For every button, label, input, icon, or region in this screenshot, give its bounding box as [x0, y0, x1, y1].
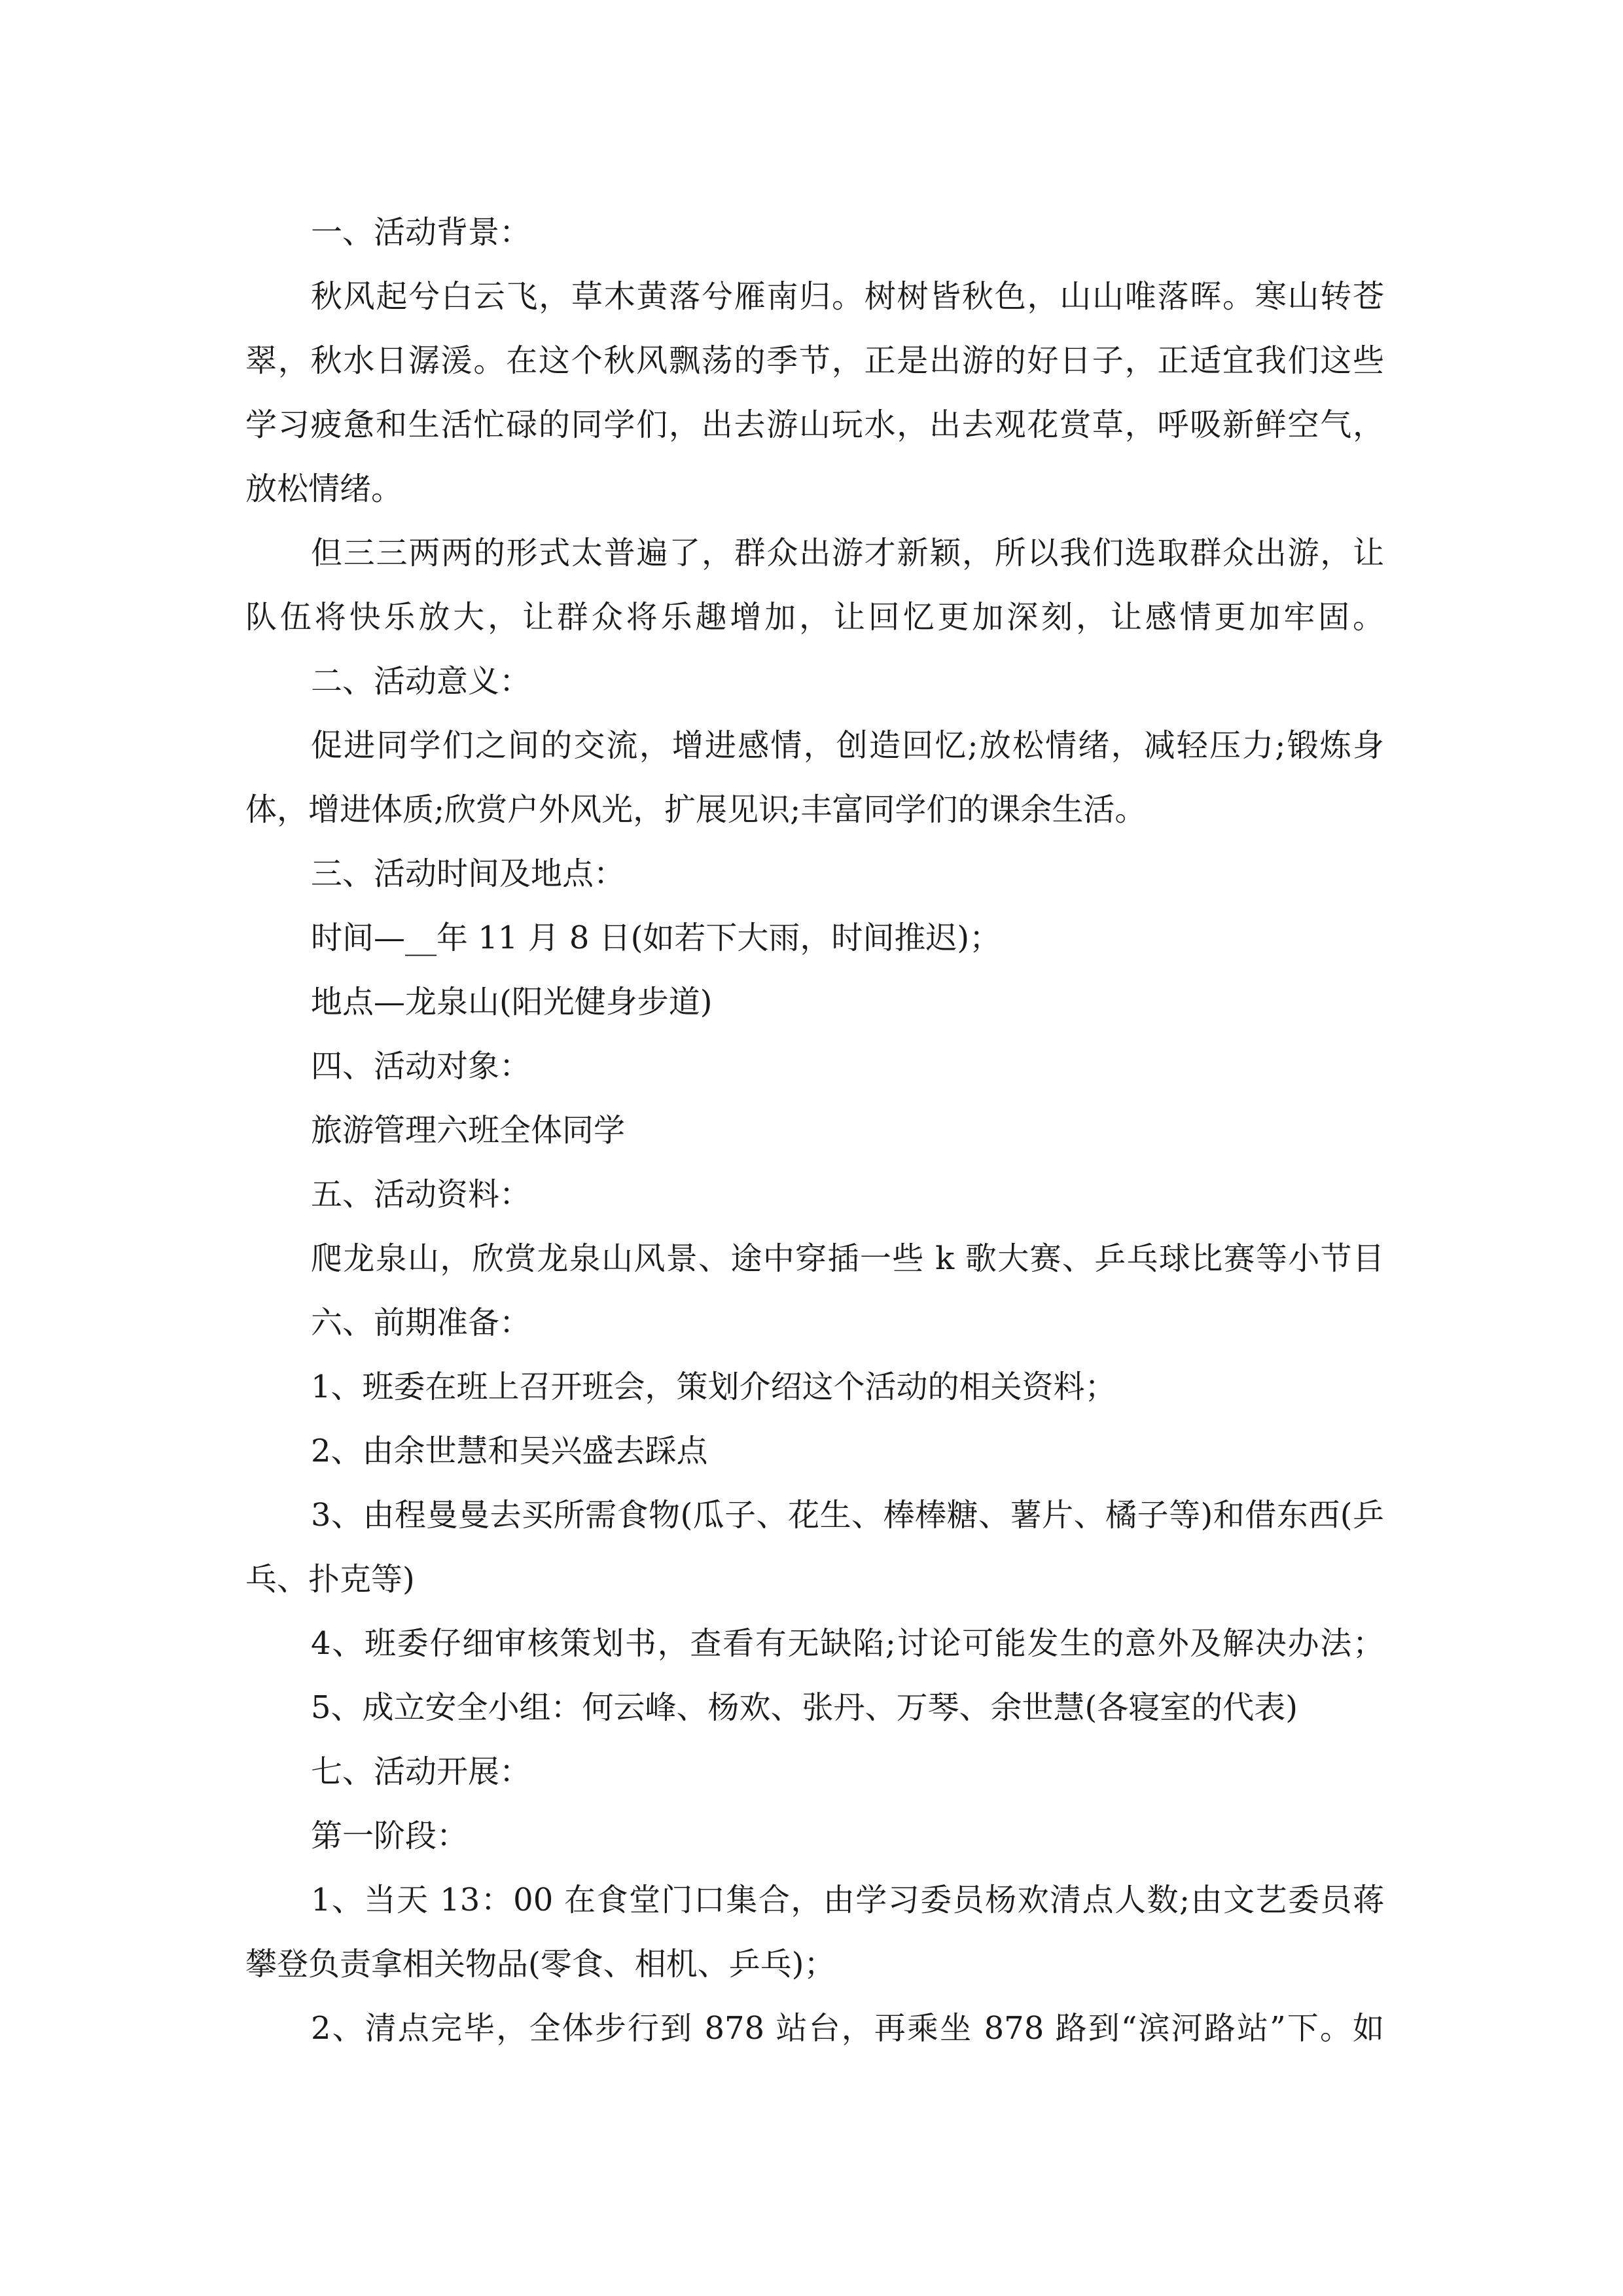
text-line: 学习疲惫和生活忙碌的同学们，出去游山玩水，出去观花赏草，呼吸新鲜空气，: [245, 406, 1384, 443]
text-line: 2、由余世慧和吴兴盛去踩点: [311, 1433, 708, 1469]
text-line: 五、活动资料：: [311, 1176, 531, 1213]
text-line: 地点—龙泉山(阳光健身步道): [311, 984, 713, 1020]
text-line: 4、班委仔细审核策划书，查看有无缺陷;讨论可能发生的意外及解决办法；: [311, 1625, 1384, 1662]
text-line: 四、活动对象：: [311, 1048, 531, 1085]
text-line: 但三三两两的形式太普遍了，群众出游才新颖，所以我们选取群众出游，让: [311, 535, 1384, 571]
text-line: 2、清点完毕，全体步行到 878 站台，再乘坐 878 路到“滨河路站”下。如: [311, 2010, 1384, 2047]
text-line: 旅游管理六班全体同学: [311, 1112, 626, 1149]
text-line: 三、活动时间及地点：: [311, 855, 626, 892]
text-line: 体，增进体质;欣赏户外风光，扩展见识;丰富同学们的课余生活。: [245, 791, 1147, 828]
text-line: 秋风起兮白云飞，草木黄落兮雁南归。树树皆秋色，山山唯落晖。寒山转苍: [311, 278, 1384, 315]
text-line: 3、由程曼曼去买所需食物(瓜子、花生、棒棒糖、薯片、橘子等)和借东西(乒: [311, 1497, 1384, 1534]
text-line: 爬龙泉山，欣赏龙泉山风景、途中穿插一些 k 歌大赛、乒乓球比赛等小节目: [311, 1240, 1384, 1277]
text-line: 攀登负责拿相关物品(零食、相机、乒乓)；: [245, 1946, 836, 1982]
text-line: 1、当天 13：00 在食堂门口集合，由学习委员杨欢清点人数;由文艺委员蒋: [311, 1882, 1384, 1918]
text-line: 翠，秋水日潺湲。在这个秋风飘荡的季节，正是出游的好日子，正适宜我们这些: [245, 342, 1384, 379]
text-line: 二、活动意义：: [311, 663, 531, 700]
text-line: 促进同学们之间的交流，增进感情，创造回忆;放松情绪，减轻压力;锻炼身: [311, 727, 1384, 764]
text-line: 六、前期准备：: [311, 1304, 531, 1341]
text-line: 放松情绪。: [245, 471, 403, 507]
text-line: 队伍将快乐放大，让群众将乐趣增加，让回忆更加深刻，让感情更加牢固。: [245, 599, 1384, 636]
text-line: 5、成立安全小组：何云峰、杨欢、张丹、万琴、余世慧(各寝室的代表): [311, 1689, 1298, 1726]
document-body: [245, 200, 1384, 2060]
text-line: 第一阶段：: [311, 1818, 469, 1854]
text-line: 一、活动背景：: [311, 214, 531, 251]
text-line: 乓、扑克等): [245, 1561, 415, 1598]
text-line: 七、活动开展：: [311, 1753, 531, 1790]
text-line: 1、班委在班上召开班会，策划介绍这个活动的相关资料；: [311, 1369, 1116, 1405]
text-line: 时间—__年 11 月 8 日(如若下大雨，时间推迟)；: [311, 920, 1001, 956]
